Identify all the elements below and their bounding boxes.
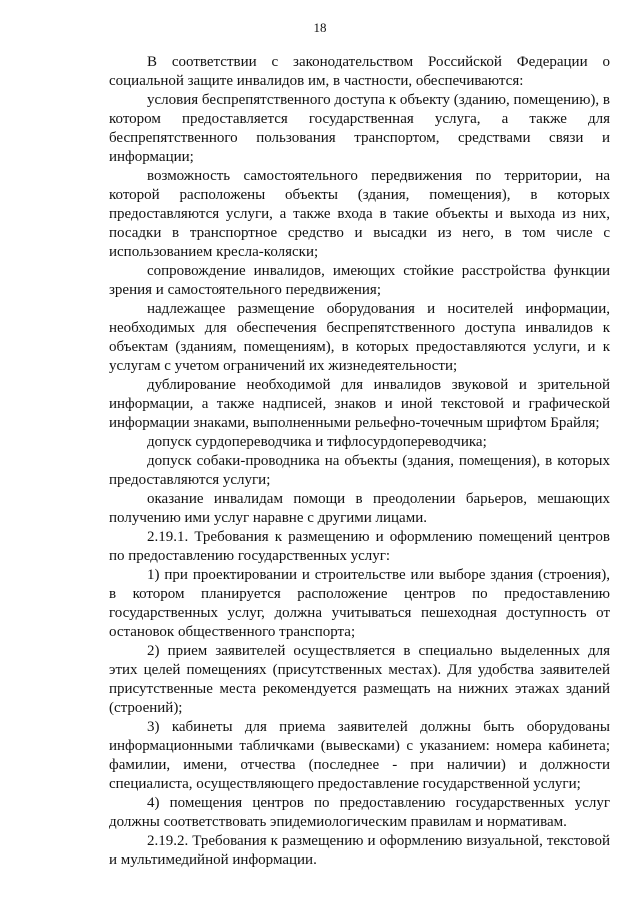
paragraph: возможность самостоятельного передвижения по территории, на которой расположены объекты (здания, помещения), в которых предоставляются услуги, а также входа в такие объекты и выхода из них, посадки в транспортное средство и высадки из него, в том числе с использованием кресла-коляски; <box>109 168 610 260</box>
paragraph: условия беспрепятственного доступа к объекту (зданию, помещению), в котором предоставляется государственная услуга, а также для беспрепятственного пользования транспортом, средствами связи и информации; <box>109 92 610 165</box>
list-item: 1) при проектировании и строительстве или выборе здания (строения), в котором планируется расположение центров по предоставлению государственных услуг, должна учитываться пешеходная доступность от остановок общественного транспорта; <box>109 567 610 640</box>
paragraph: В соответствии с законодательством Российской Федерации о социальной защите инвалидов им, в частности, обеспечиваются: <box>109 54 610 89</box>
paragraph: сопровождение инвалидов, имеющих стойкие расстройства функции зрения и самостоятельного передвижения; <box>109 263 610 298</box>
paragraph: дублирование необходимой для инвалидов звуковой и зрительной информации, а также надписей, знаков и иной текстовой и графической информации знаками, выполненными рельефно-точечным шрифтом Брайля; <box>109 377 610 431</box>
paragraph: оказание инвалидам помощи в преодолении барьеров, мешающих получению ими услуг наравне с другими лицами. <box>109 491 610 526</box>
section-heading-2-19-2: 2.19.2. Требования к размещению и оформлению визуальной, текстовой и мультимедийной информации. <box>109 833 610 868</box>
paragraph: допуск собаки-проводника на объекты (здания, помещения), в которых предоставляются услуги; <box>109 453 610 488</box>
page-number: 18 <box>313 20 327 35</box>
list-item: 2) прием заявителей осуществляется в специально выделенных для этих целей помещениях (присутственных местах). Для удобства заявителей присутственные места рекомендуется размещать на нижних этажах зданий (строений); <box>109 643 610 716</box>
document-body <box>109 53 610 870</box>
section-heading-2-19-1: 2.19.1. Требования к размещению и оформлению помещений центров по предоставлению государственных услуг: <box>109 529 610 564</box>
list-item: 3) кабинеты для приема заявителей должны быть оборудованы информационными табличками (вывесками) с указанием: номера кабинета; фамилии, имени, отчества (последнее - при наличии) и должности специалиста, осуществляющего предоставление государственной услуги; <box>109 719 610 792</box>
paragraph: надлежащее размещение оборудования и носителей информации, необходимых для обеспечения беспрепятственного доступа инвалидов к объектам (зданиям, помещениям), в которых предоставляются услуги, и к услугам с учетом ограничений их жизнедеятельности; <box>109 301 610 374</box>
paragraph: допуск сурдопереводчика и тифлосурдопереводчика; <box>147 434 487 450</box>
list-item: 4) помещения центров по предоставлению государственных услуг должны соответствовать эпидемиологическим правилам и нормативам. <box>109 795 610 830</box>
